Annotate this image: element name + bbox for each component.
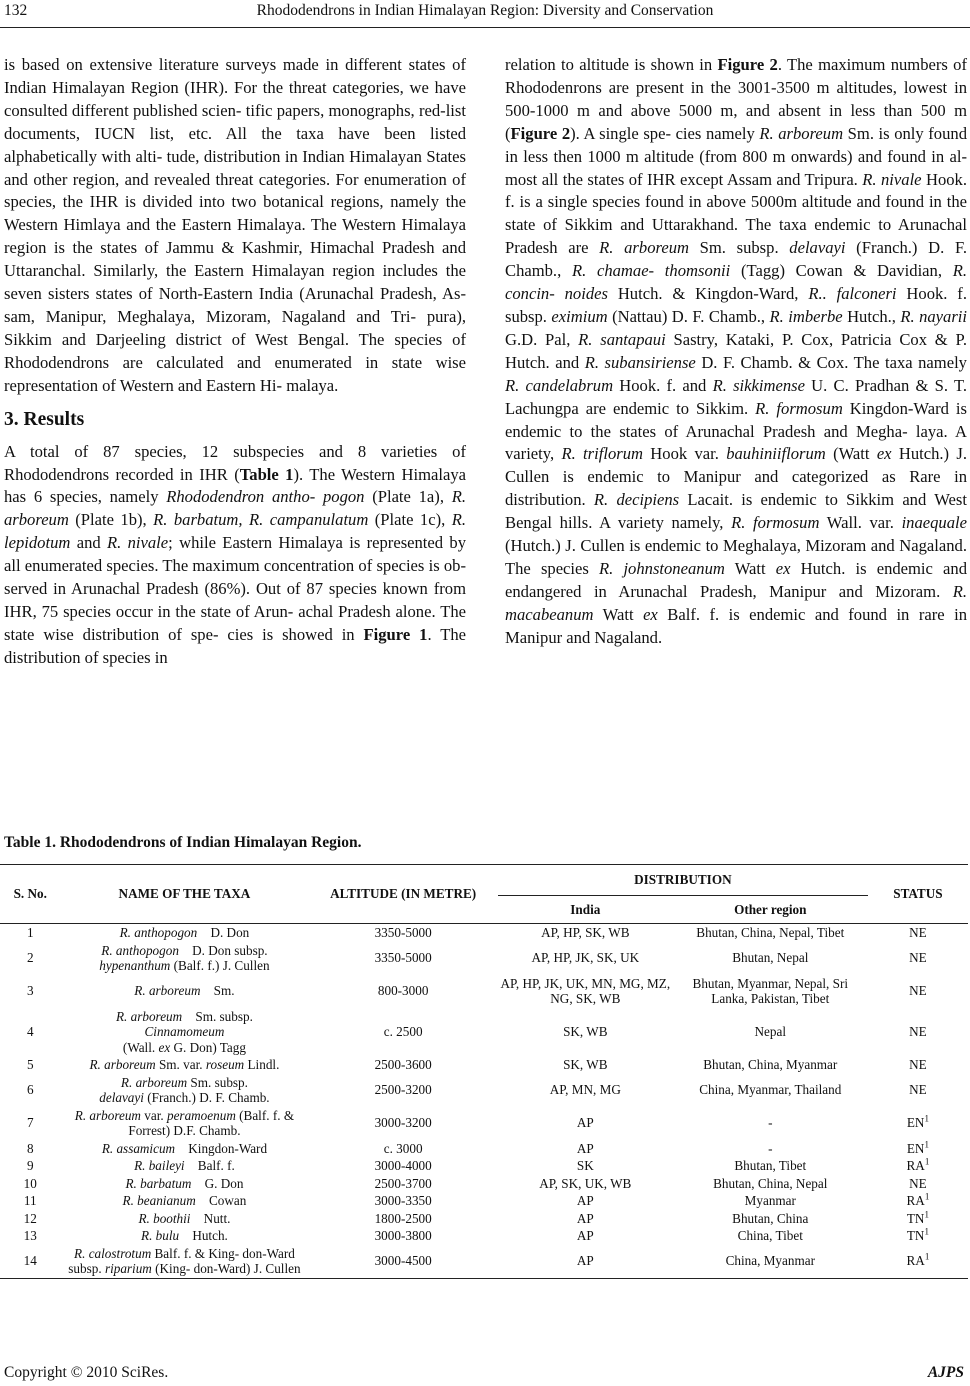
taxon-name-cell: R. arboreum Sm. — [134, 983, 235, 999]
india-cell: SK, WB — [563, 1024, 608, 1039]
india-cell: SK — [576, 1158, 594, 1173]
status-cell: NE — [909, 983, 927, 999]
col-header-sno: S. No. — [0, 865, 60, 924]
other-region-cell: Myanmar — [744, 1193, 796, 1208]
india-cell: AP — [576, 1228, 594, 1243]
altitude-cell: 3000-4000 — [374, 1158, 432, 1173]
altitude-cell: 2500-3200 — [374, 1082, 432, 1098]
taxon-name-cell: R. assamicum Kingdon-Ward — [101, 1140, 268, 1156]
status-cell: $RA^1$ — [906, 1156, 930, 1173]
taxon-name-cell: R. arboreum Sm. var. roseum Lindl. — [89, 1057, 280, 1072]
intro-paragraph: is based on extensive literature surveys made in different states of Indian Himalayan Region (IHR). For the threat categories, we have consulted different published scien- tific papers, monographs, red-list documents, IUCN list, etc. All the taxa have been listed alphabetically with alti- tude, distribution in Indian Himalayan States and other region, and revealed threat categories. For enumeration of species, the IHR is divided into two botanical regions, namely the Western Himlaya and the Eastern Himalaya. The Western Himalaya region is the states of Jammu & Kashmir, Himachal Pradesh and Uttaranchal. Similarly, the Eastern Himalayan region includes the seven sisters states of North-Eastern India (Arunachal Pradesh, As- sam, Manipur, Meghalaya, Mizoram, Nagaland and Tri- pura), Sikkim and Darjeeling district of West Bengal. The species of Rhododendrons are calculated and enumerated in state wise representation of Western and Eastern Hi- malaya. — [4, 55, 466, 395]
table-row — [0, 1245, 968, 1279]
right-column — [505, 54, 967, 650]
page-header — [0, 0, 970, 24]
india-cell: AP — [498, 1245, 673, 1279]
other-region-cell: China, Tibet — [737, 1228, 803, 1243]
india-cell: AP — [576, 1115, 594, 1131]
altitude-cell: c. 2500 — [383, 1024, 423, 1039]
altitude-cell: 3350-5000 — [374, 925, 432, 940]
status-cell: NE — [909, 950, 927, 966]
running-title: Rhododendrons in Indian Himalayan Region: Diversity and Conservation — [256, 2, 714, 19]
other-region-cell: Bhutan, China, Nepal, Tibet — [696, 925, 845, 940]
col-header-distribution: DISTRIBUTION — [498, 865, 868, 896]
status-cell: $EN^1$ — [906, 1113, 929, 1131]
taxon-name-cell: R. bulu Hutch. — [141, 1228, 228, 1243]
col-header-other: Other region — [673, 896, 868, 924]
taxon-name-cell: R. arboreum Sm. subsp. delavayi (Franch.) D. F. Chamb. — [99, 1074, 270, 1105]
altitude-cell: 3350-5000 — [374, 950, 432, 966]
sno-cell: 3 — [26, 983, 34, 999]
sno-cell: 12 — [23, 1210, 37, 1226]
table-row — [0, 1227, 968, 1245]
altitude-cell: 1800-2500 — [374, 1210, 432, 1226]
status-cell: $RA^1$ — [868, 1245, 968, 1279]
india-cell: AP, HP, JK, UK, MN, MG, MZ, NG, SK, WB — [500, 975, 671, 1006]
altitude-cell: 3000-3350 — [374, 1193, 432, 1208]
altitude-cell: 3000-4500 — [308, 1245, 498, 1279]
altitude-cell: c. 3000 — [383, 1140, 423, 1156]
sno-cell: 7 — [26, 1115, 34, 1131]
taxon-name-cell: R. anthopogon D. Don subsp. hypenanthum (Balf. f.) J. Cullen — [99, 942, 270, 973]
other-region-cell: Bhutan, Tibet — [734, 1158, 807, 1173]
altitude-cell: 800-3000 — [377, 983, 429, 999]
table-row — [0, 975, 968, 1008]
altitude-cell: 2500-3600 — [374, 1057, 432, 1072]
taxon-name-cell: R. boothii Nutt. — [138, 1210, 231, 1226]
status-cell: $EN^1$ — [906, 1139, 929, 1156]
table-row — [0, 1157, 968, 1175]
col-header-india: India — [498, 896, 673, 924]
other-region-cell: Bhutan, China, Myanmar — [703, 1057, 838, 1072]
india-cell: AP, SK, UK, WB — [539, 1175, 632, 1191]
status-cell: $TN^1$ — [906, 1209, 929, 1226]
journal-abbreviation: AJPS — [927, 1364, 964, 1381]
table-row — [0, 924, 968, 942]
sno-cell: 8 — [26, 1140, 34, 1156]
copyright-notice: Copyright © 2010 SciRes. — [4, 1364, 169, 1381]
sno-cell: 5 — [26, 1057, 34, 1072]
col-header-name: NAME OF THE TAXA — [60, 865, 308, 924]
sno-cell: 11 — [23, 1193, 37, 1208]
table-caption: Table 1. Rhododendrons of Indian Himalayan Region. — [4, 834, 362, 851]
india-cell: AP — [576, 1210, 594, 1226]
table-row — [0, 1008, 968, 1057]
india-cell: AP, MN, MG — [549, 1082, 621, 1098]
table-row — [0, 942, 968, 975]
other-region-cell: - — [768, 1115, 773, 1131]
sno-cell: 9 — [26, 1158, 34, 1173]
taxon-name-cell: R. baileyi Balf. f. — [134, 1158, 235, 1173]
table-row — [0, 1074, 968, 1107]
table-row — [0, 1175, 968, 1193]
page-number: 132 — [4, 2, 28, 19]
header-rule — [0, 27, 970, 28]
section-heading-results: 3. Results — [4, 408, 85, 430]
altitude-cell: 3000-3200 — [374, 1115, 432, 1131]
taxa-table — [0, 864, 968, 1279]
sno-cell: 10 — [23, 1175, 37, 1191]
table-row — [0, 1056, 968, 1074]
sno-cell: 14 — [0, 1245, 60, 1279]
status-cell: NE — [909, 1024, 927, 1039]
status-cell: NE — [909, 1082, 927, 1098]
other-region-cell: - — [768, 1140, 773, 1156]
india-cell: AP, HP, SK, WB — [541, 925, 630, 940]
taxon-name-cell: R. anthopogon D. Don — [119, 925, 250, 940]
table-row — [0, 1107, 968, 1140]
taxon-name-cell: R. arboreum Sm. subsp. Cinnamomeum (Wall. ex G. Don) Tagg — [115, 1008, 253, 1055]
altitude-cell: 2500-3700 — [374, 1175, 432, 1191]
status-cell: $TN^1$ — [906, 1226, 929, 1243]
taxon-name-cell: R. beanianum Cowan — [122, 1193, 247, 1208]
taxon-name-cell: R. arboreum var. peramoenum (Balf. f. & Forrest) D.F. Chamb. — [74, 1107, 295, 1138]
sno-cell: 13 — [23, 1228, 37, 1243]
table-row — [0, 1140, 968, 1158]
results-paragraph: A total of 87 species, 12 subspecies and 8 varieties of Rhododendrons recorded in IHR (Table 1). The Western Himalaya has 6 species, namely Rhododendron antho- pogon (Plate 1a), R. arboreum (Plate 1b), R. barbatum, R. campanulatum (Plate 1c), R. lepidotum and R. nivale; while Eastern Himalaya is represented by all enumerated species. The maximum concentration of species is ob- served in Arunachal Pradesh (86%). Out of 87 species known from IHR, 75 species occur in the state of Arun- achal Pradesh alone. The state wise distribution of spe- cies is showed in Figure 1. The distribution of species in — [4, 441, 467, 667]
altitude-cell: 3000-3800 — [374, 1228, 432, 1243]
india-cell: SK, WB — [563, 1057, 608, 1072]
table-row — [0, 1192, 968, 1210]
left-column — [4, 54, 466, 670]
sno-cell: 6 — [26, 1082, 34, 1098]
other-region-cell: China, Myanmar, Thailand — [699, 1082, 842, 1098]
status-cell: NE — [909, 1175, 927, 1191]
table-row — [0, 1210, 968, 1228]
other-region-cell: China, Myanmar — [673, 1245, 868, 1279]
status-cell: $RA^1$ — [906, 1191, 930, 1208]
other-region-cell: Bhutan, Myanmar, Nepal, Sri Lanka, Pakistan, Tibet — [692, 975, 849, 1006]
status-cell: NE — [909, 1057, 927, 1072]
other-region-cell: Bhutan, China, Nepal — [713, 1175, 828, 1191]
col-header-status: STATUS — [868, 865, 968, 924]
status-cell: NE — [909, 925, 927, 940]
taxon-name-cell: R. calostrotum Balf. f. & King- don-Ward subsp. riparium (King- don-Ward) J. Cullen — [60, 1245, 308, 1279]
other-region-cell: Bhutan, China — [732, 1210, 809, 1226]
india-cell: AP, HP, JK, SK, UK — [531, 950, 640, 966]
sno-cell: 1 — [26, 925, 34, 940]
distribution-paragraph: relation to altitude is shown in Figure 2. The maximum numbers of Rhododenrons are present in the 3001-3500 m altitudes, lowest in 500-1000 m and above 5000 m, and absent in less than 500 m (Figure 2). A single spe- cies namely R. arboreum Sm. is only found in less then 1000 m altitude (from 800 m onwards) and found in al- most all the states of IHR except Assam and Tripura. R. nivale Hook. f. is a single species found in above 5000m altitude and found in the state of Sikkim and Uttarakhand. The taxa endemic to Arunachal Pradesh are R. arboreum Sm. subsp. delavayi (Franch.) D. F. Chamb., R. chamae- thomsonii (Tagg) Cowan & Davidian, R. concin- noides Hutch. & Kingdon-Ward, R.. falconeri Hook. f. subsp. eximium (Nattau) D. F. Chamb., R. imberbe Hutch., R. nayarii G.D. Pal, R. santapaui Sastry, Kataki, P. Cox, Patricia Cox & P. Hutch. and R. subansiriense D. F. Chamb. & Cox. The taxa namely R. candelabrum Hook. f. and R. sikkimense U. C. Pradhan & S. T. Lachungpa are endemic to Sikkim. R. formosum Kingdon-Ward is endemic to the states of Arunachal Pradesh and Megha- laya. A variety, R. triflorum Hook var. bauhiniiflorum (Watt ex Hutch.) J. Cullen is endemic to Manipur and categorized as Rare in distribution. R. decipiens Lacait. is endemic to Sikkim and West Bengal hills. A variety namely, R. formosum Wall. var. inaequale (Hutch.) J. Cullen is endemic to Meghalaya, Mizoram and Nagaland. The species R. johnstoneanum Watt ex Hutch. is endemic and endangered in Arunachal Pradesh, Manipur and Mizoram. R. macabeanum Watt ex Balf. f. is endemic and found in rare in Manipur and Nagaland. — [505, 55, 968, 647]
india-cell: AP — [576, 1140, 594, 1156]
other-region-cell: Nepal — [754, 1024, 787, 1039]
taxon-name-cell: R. barbatum G. Don — [125, 1175, 244, 1191]
sno-cell: 4 — [26, 1024, 34, 1039]
sno-cell: 2 — [26, 950, 34, 966]
india-cell: AP — [576, 1193, 594, 1208]
other-region-cell: Bhutan, Nepal — [732, 950, 809, 966]
col-header-altitude: ALTITUDE (IN METRE) — [308, 865, 498, 924]
